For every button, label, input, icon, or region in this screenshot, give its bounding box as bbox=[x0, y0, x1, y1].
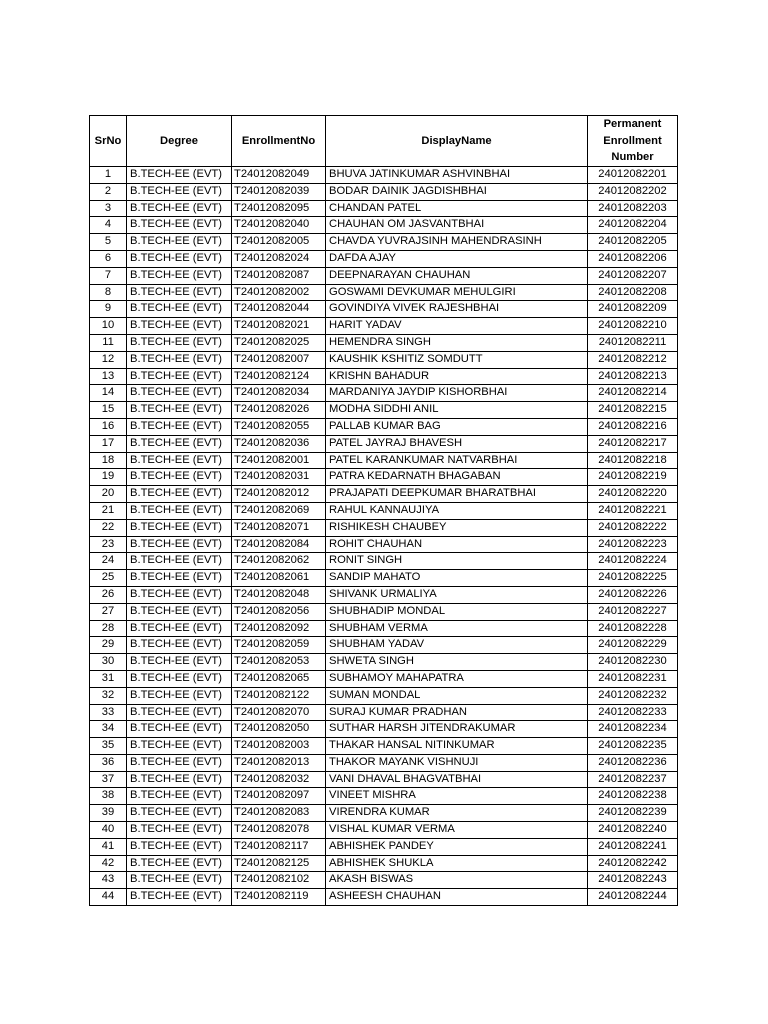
cell-display-name: CHANDAN PATEL bbox=[326, 200, 588, 217]
cell-srno: 22 bbox=[90, 519, 127, 536]
table-row bbox=[90, 234, 678, 251]
cell-permanent-enrollment-number: 24012082223 bbox=[588, 536, 678, 553]
cell-enrollment-no: T24012082036 bbox=[232, 435, 326, 452]
cell-degree: B.TECH-EE (EVT) bbox=[127, 670, 232, 687]
cell-enrollment-no: T24012082025 bbox=[232, 334, 326, 351]
cell-display-name: SUMAN MONDAL bbox=[326, 687, 588, 704]
cell-enrollment-no: T24012082055 bbox=[232, 418, 326, 435]
cell-permanent-enrollment-number: 24012082207 bbox=[588, 267, 678, 284]
table-row bbox=[90, 670, 678, 687]
cell-permanent-enrollment-number: 24012082220 bbox=[588, 486, 678, 503]
cell-srno: 7 bbox=[90, 267, 127, 284]
cell-degree: B.TECH-EE (EVT) bbox=[127, 721, 232, 738]
cell-display-name: HEMENDRA SINGH bbox=[326, 334, 588, 351]
cell-display-name: ASHEESH CHAUHAN bbox=[326, 889, 588, 906]
cell-srno: 3 bbox=[90, 200, 127, 217]
cell-degree: B.TECH-EE (EVT) bbox=[127, 351, 232, 368]
cell-permanent-enrollment-number: 24012082234 bbox=[588, 721, 678, 738]
header-permanent-line-1: Permanent bbox=[603, 118, 662, 131]
table-row bbox=[90, 368, 678, 385]
cell-permanent-enrollment-number: 24012082201 bbox=[588, 167, 678, 184]
cell-degree: B.TECH-EE (EVT) bbox=[127, 603, 232, 620]
table-row bbox=[90, 435, 678, 452]
table-row bbox=[90, 838, 678, 855]
cell-enrollment-no: T24012082119 bbox=[232, 889, 326, 906]
cell-srno: 23 bbox=[90, 536, 127, 553]
table-row bbox=[90, 822, 678, 839]
cell-enrollment-no: T24012082049 bbox=[232, 167, 326, 184]
cell-srno: 30 bbox=[90, 654, 127, 671]
cell-degree: B.TECH-EE (EVT) bbox=[127, 183, 232, 200]
cell-degree: B.TECH-EE (EVT) bbox=[127, 318, 232, 335]
cell-degree: B.TECH-EE (EVT) bbox=[127, 250, 232, 267]
cell-degree: B.TECH-EE (EVT) bbox=[127, 435, 232, 452]
cell-permanent-enrollment-number: 24012082239 bbox=[588, 805, 678, 822]
table-row bbox=[90, 855, 678, 872]
cell-degree: B.TECH-EE (EVT) bbox=[127, 788, 232, 805]
cell-enrollment-no: T24012082003 bbox=[232, 738, 326, 755]
cell-srno: 35 bbox=[90, 738, 127, 755]
cell-degree: B.TECH-EE (EVT) bbox=[127, 704, 232, 721]
cell-degree: B.TECH-EE (EVT) bbox=[127, 452, 232, 469]
cell-enrollment-no: T24012082097 bbox=[232, 788, 326, 805]
cell-enrollment-no: T24012082056 bbox=[232, 603, 326, 620]
table-row bbox=[90, 654, 678, 671]
cell-degree: B.TECH-EE (EVT) bbox=[127, 586, 232, 603]
cell-srno: 11 bbox=[90, 334, 127, 351]
cell-degree: B.TECH-EE (EVT) bbox=[127, 822, 232, 839]
cell-enrollment-no: T24012082001 bbox=[232, 452, 326, 469]
cell-permanent-enrollment-number: 24012082215 bbox=[588, 402, 678, 419]
cell-display-name: SURAJ KUMAR PRADHAN bbox=[326, 704, 588, 721]
cell-degree: B.TECH-EE (EVT) bbox=[127, 838, 232, 855]
cell-enrollment-no: T24012082044 bbox=[232, 301, 326, 318]
cell-permanent-enrollment-number: 24012082206 bbox=[588, 250, 678, 267]
cell-enrollment-no: T24012082071 bbox=[232, 519, 326, 536]
header-permanent-line-2: Enrollment bbox=[603, 134, 662, 147]
cell-permanent-enrollment-number: 24012082231 bbox=[588, 670, 678, 687]
cell-permanent-enrollment-number: 24012082244 bbox=[588, 889, 678, 906]
cell-srno: 25 bbox=[90, 570, 127, 587]
cell-enrollment-no: T24012082122 bbox=[232, 687, 326, 704]
cell-degree: B.TECH-EE (EVT) bbox=[127, 620, 232, 637]
cell-degree: B.TECH-EE (EVT) bbox=[127, 167, 232, 184]
cell-display-name: CHAVDA YUVRAJSINH MAHENDRASINH bbox=[326, 234, 588, 251]
cell-enrollment-no: T24012082002 bbox=[232, 284, 326, 301]
table-row bbox=[90, 637, 678, 654]
cell-display-name: GOVINDIYA VIVEK RAJESHBHAI bbox=[326, 301, 588, 318]
header-permanent-line-3: Number bbox=[611, 151, 654, 164]
cell-srno: 37 bbox=[90, 771, 127, 788]
table-row bbox=[90, 502, 678, 519]
cell-display-name: AKASH BISWAS bbox=[326, 872, 588, 889]
cell-display-name: MARDANIYA JAYDIP KISHORBHAI bbox=[326, 385, 588, 402]
cell-enrollment-no: T24012082078 bbox=[232, 822, 326, 839]
cell-display-name: BHUVA JATINKUMAR ASHVINBHAI bbox=[326, 167, 588, 184]
cell-display-name: PATEL JAYRAJ BHAVESH bbox=[326, 435, 588, 452]
table-row bbox=[90, 805, 678, 822]
cell-enrollment-no: T24012082125 bbox=[232, 855, 326, 872]
cell-srno: 12 bbox=[90, 351, 127, 368]
table-row bbox=[90, 469, 678, 486]
cell-enrollment-no: T24012082065 bbox=[232, 670, 326, 687]
cell-srno: 5 bbox=[90, 234, 127, 251]
cell-permanent-enrollment-number: 24012082202 bbox=[588, 183, 678, 200]
cell-enrollment-no: T24012082124 bbox=[232, 368, 326, 385]
table-row bbox=[90, 889, 678, 906]
table-row bbox=[90, 452, 678, 469]
cell-display-name: PRAJAPATI DEEPKUMAR BHARATBHAI bbox=[326, 486, 588, 503]
cell-permanent-enrollment-number: 24012082241 bbox=[588, 838, 678, 855]
cell-enrollment-no: T24012082059 bbox=[232, 637, 326, 654]
cell-permanent-enrollment-number: 24012082236 bbox=[588, 754, 678, 771]
table-row bbox=[90, 519, 678, 536]
table-row bbox=[90, 788, 678, 805]
cell-permanent-enrollment-number: 24012082235 bbox=[588, 738, 678, 755]
cell-degree: B.TECH-EE (EVT) bbox=[127, 385, 232, 402]
cell-srno: 6 bbox=[90, 250, 127, 267]
cell-display-name: RAHUL KANNAUJIYA bbox=[326, 502, 588, 519]
table-row bbox=[90, 385, 678, 402]
table-row bbox=[90, 620, 678, 637]
table-row bbox=[90, 738, 678, 755]
cell-degree: B.TECH-EE (EVT) bbox=[127, 234, 232, 251]
header-degree: Degree bbox=[127, 116, 232, 167]
cell-degree: B.TECH-EE (EVT) bbox=[127, 872, 232, 889]
cell-display-name: KAUSHIK KSHITIZ SOMDUTT bbox=[326, 351, 588, 368]
cell-display-name: RISHIKESH CHAUBEY bbox=[326, 519, 588, 536]
table-row bbox=[90, 486, 678, 503]
table-row bbox=[90, 351, 678, 368]
header-permanent-enrollment-number bbox=[588, 116, 678, 167]
header-enrollment-no: EnrollmentNo bbox=[232, 116, 326, 167]
table-row bbox=[90, 402, 678, 419]
cell-srno: 39 bbox=[90, 805, 127, 822]
cell-display-name: MODHA SIDDHI ANIL bbox=[326, 402, 588, 419]
cell-display-name: SHIVANK URMALIYA bbox=[326, 586, 588, 603]
cell-display-name: SHUBHAM VERMA bbox=[326, 620, 588, 637]
cell-permanent-enrollment-number: 24012082216 bbox=[588, 418, 678, 435]
cell-display-name: THAKOR MAYANK VISHNUJI bbox=[326, 754, 588, 771]
cell-enrollment-no: T24012082102 bbox=[232, 872, 326, 889]
cell-srno: 38 bbox=[90, 788, 127, 805]
cell-degree: B.TECH-EE (EVT) bbox=[127, 687, 232, 704]
cell-srno: 1 bbox=[90, 167, 127, 184]
cell-display-name: PALLAB KUMAR BAG bbox=[326, 418, 588, 435]
cell-srno: 42 bbox=[90, 855, 127, 872]
cell-permanent-enrollment-number: 24012082219 bbox=[588, 469, 678, 486]
table-row bbox=[90, 183, 678, 200]
cell-permanent-enrollment-number: 24012082230 bbox=[588, 654, 678, 671]
table-row bbox=[90, 217, 678, 234]
cell-enrollment-no: T24012082117 bbox=[232, 838, 326, 855]
cell-enrollment-no: T24012082012 bbox=[232, 486, 326, 503]
cell-permanent-enrollment-number: 24012082211 bbox=[588, 334, 678, 351]
cell-srno: 8 bbox=[90, 284, 127, 301]
cell-permanent-enrollment-number: 24012082238 bbox=[588, 788, 678, 805]
header-display-name: DisplayName bbox=[326, 116, 588, 167]
cell-degree: B.TECH-EE (EVT) bbox=[127, 301, 232, 318]
cell-degree: B.TECH-EE (EVT) bbox=[127, 637, 232, 654]
cell-srno: 26 bbox=[90, 586, 127, 603]
cell-permanent-enrollment-number: 24012082210 bbox=[588, 318, 678, 335]
table-row bbox=[90, 721, 678, 738]
cell-enrollment-no: T24012082021 bbox=[232, 318, 326, 335]
cell-degree: B.TECH-EE (EVT) bbox=[127, 200, 232, 217]
cell-permanent-enrollment-number: 24012082237 bbox=[588, 771, 678, 788]
cell-enrollment-no: T24012082007 bbox=[232, 351, 326, 368]
cell-degree: B.TECH-EE (EVT) bbox=[127, 267, 232, 284]
cell-enrollment-no: T24012082026 bbox=[232, 402, 326, 419]
cell-srno: 36 bbox=[90, 754, 127, 771]
cell-degree: B.TECH-EE (EVT) bbox=[127, 519, 232, 536]
cell-srno: 44 bbox=[90, 889, 127, 906]
cell-permanent-enrollment-number: 24012082229 bbox=[588, 637, 678, 654]
cell-enrollment-no: T24012082095 bbox=[232, 200, 326, 217]
cell-enrollment-no: T24012082053 bbox=[232, 654, 326, 671]
cell-display-name: VIRENDRA KUMAR bbox=[326, 805, 588, 822]
table-row bbox=[90, 536, 678, 553]
cell-srno: 34 bbox=[90, 721, 127, 738]
cell-permanent-enrollment-number: 24012082242 bbox=[588, 855, 678, 872]
cell-enrollment-no: T24012082092 bbox=[232, 620, 326, 637]
cell-display-name: KRISHN BAHADUR bbox=[326, 368, 588, 385]
cell-permanent-enrollment-number: 24012082221 bbox=[588, 502, 678, 519]
table-row bbox=[90, 872, 678, 889]
cell-srno: 14 bbox=[90, 385, 127, 402]
cell-degree: B.TECH-EE (EVT) bbox=[127, 738, 232, 755]
cell-permanent-enrollment-number: 24012082227 bbox=[588, 603, 678, 620]
cell-degree: B.TECH-EE (EVT) bbox=[127, 217, 232, 234]
cell-display-name: RONIT SINGH bbox=[326, 553, 588, 570]
cell-srno: 13 bbox=[90, 368, 127, 385]
cell-permanent-enrollment-number: 24012082204 bbox=[588, 217, 678, 234]
cell-display-name: SUBHAMOY MAHAPATRA bbox=[326, 670, 588, 687]
cell-enrollment-no: T24012082087 bbox=[232, 267, 326, 284]
table-row bbox=[90, 687, 678, 704]
table-row bbox=[90, 301, 678, 318]
cell-permanent-enrollment-number: 24012082203 bbox=[588, 200, 678, 217]
cell-permanent-enrollment-number: 24012082217 bbox=[588, 435, 678, 452]
cell-permanent-enrollment-number: 24012082232 bbox=[588, 687, 678, 704]
cell-srno: 21 bbox=[90, 502, 127, 519]
table-row bbox=[90, 334, 678, 351]
cell-srno: 10 bbox=[90, 318, 127, 335]
cell-enrollment-no: T24012082031 bbox=[232, 469, 326, 486]
table-row bbox=[90, 771, 678, 788]
cell-enrollment-no: T24012082062 bbox=[232, 553, 326, 570]
cell-display-name: PATRA KEDARNATH BHAGABAN bbox=[326, 469, 588, 486]
cell-srno: 31 bbox=[90, 670, 127, 687]
cell-srno: 40 bbox=[90, 822, 127, 839]
cell-enrollment-no: T24012082069 bbox=[232, 502, 326, 519]
table-row bbox=[90, 603, 678, 620]
cell-display-name: BODAR DAINIK JAGDISHBHAI bbox=[326, 183, 588, 200]
cell-srno: 24 bbox=[90, 553, 127, 570]
enrollment-table bbox=[89, 115, 678, 906]
cell-display-name: VINEET MISHRA bbox=[326, 788, 588, 805]
table-row bbox=[90, 754, 678, 771]
cell-srno: 28 bbox=[90, 620, 127, 637]
table-row bbox=[90, 570, 678, 587]
cell-display-name: SHWETA SINGH bbox=[326, 654, 588, 671]
cell-srno: 19 bbox=[90, 469, 127, 486]
cell-display-name: ABHISHEK SHUKLA bbox=[326, 855, 588, 872]
cell-permanent-enrollment-number: 24012082212 bbox=[588, 351, 678, 368]
cell-degree: B.TECH-EE (EVT) bbox=[127, 486, 232, 503]
table-row bbox=[90, 553, 678, 570]
header-row bbox=[90, 116, 678, 167]
cell-degree: B.TECH-EE (EVT) bbox=[127, 654, 232, 671]
cell-display-name: ABHISHEK PANDEY bbox=[326, 838, 588, 855]
cell-display-name: SHUBHAM YADAV bbox=[326, 637, 588, 654]
cell-enrollment-no: T24012082084 bbox=[232, 536, 326, 553]
cell-degree: B.TECH-EE (EVT) bbox=[127, 334, 232, 351]
cell-display-name: SANDIP MAHATO bbox=[326, 570, 588, 587]
cell-degree: B.TECH-EE (EVT) bbox=[127, 771, 232, 788]
cell-enrollment-no: T24012082032 bbox=[232, 771, 326, 788]
table-row bbox=[90, 250, 678, 267]
cell-permanent-enrollment-number: 24012082243 bbox=[588, 872, 678, 889]
table-row bbox=[90, 586, 678, 603]
table-row bbox=[90, 200, 678, 217]
cell-enrollment-no: T24012082083 bbox=[232, 805, 326, 822]
cell-enrollment-no: T24012082048 bbox=[232, 586, 326, 603]
cell-permanent-enrollment-number: 24012082222 bbox=[588, 519, 678, 536]
cell-enrollment-no: T24012082061 bbox=[232, 570, 326, 587]
cell-enrollment-no: T24012082040 bbox=[232, 217, 326, 234]
cell-srno: 16 bbox=[90, 418, 127, 435]
cell-display-name: VANI DHAVAL BHAGVATBHAI bbox=[326, 771, 588, 788]
cell-degree: B.TECH-EE (EVT) bbox=[127, 536, 232, 553]
cell-degree: B.TECH-EE (EVT) bbox=[127, 368, 232, 385]
cell-degree: B.TECH-EE (EVT) bbox=[127, 553, 232, 570]
cell-permanent-enrollment-number: 24012082208 bbox=[588, 284, 678, 301]
cell-srno: 18 bbox=[90, 452, 127, 469]
cell-display-name: SHUBHADIP MONDAL bbox=[326, 603, 588, 620]
cell-srno: 15 bbox=[90, 402, 127, 419]
cell-permanent-enrollment-number: 24012082240 bbox=[588, 822, 678, 839]
cell-degree: B.TECH-EE (EVT) bbox=[127, 284, 232, 301]
cell-srno: 4 bbox=[90, 217, 127, 234]
cell-enrollment-no: T24012082070 bbox=[232, 704, 326, 721]
cell-srno: 27 bbox=[90, 603, 127, 620]
cell-display-name: HARIT YADAV bbox=[326, 318, 588, 335]
table-body bbox=[90, 167, 678, 906]
cell-srno: 17 bbox=[90, 435, 127, 452]
cell-degree: B.TECH-EE (EVT) bbox=[127, 502, 232, 519]
table-row bbox=[90, 267, 678, 284]
table-row bbox=[90, 318, 678, 335]
table-row bbox=[90, 284, 678, 301]
cell-srno: 9 bbox=[90, 301, 127, 318]
cell-srno: 32 bbox=[90, 687, 127, 704]
cell-enrollment-no: T24012082034 bbox=[232, 385, 326, 402]
cell-display-name: SUTHAR HARSH JITENDRAKUMAR bbox=[326, 721, 588, 738]
cell-display-name: PATEL KARANKUMAR NATVARBHAI bbox=[326, 452, 588, 469]
cell-srno: 43 bbox=[90, 872, 127, 889]
cell-srno: 2 bbox=[90, 183, 127, 200]
cell-degree: B.TECH-EE (EVT) bbox=[127, 855, 232, 872]
table-row bbox=[90, 704, 678, 721]
cell-permanent-enrollment-number: 24012082209 bbox=[588, 301, 678, 318]
cell-enrollment-no: T24012082013 bbox=[232, 754, 326, 771]
cell-srno: 33 bbox=[90, 704, 127, 721]
cell-display-name: DAFDA AJAY bbox=[326, 250, 588, 267]
cell-permanent-enrollment-number: 24012082213 bbox=[588, 368, 678, 385]
cell-permanent-enrollment-number: 24012082228 bbox=[588, 620, 678, 637]
cell-degree: B.TECH-EE (EVT) bbox=[127, 754, 232, 771]
cell-enrollment-no: T24012082005 bbox=[232, 234, 326, 251]
cell-permanent-enrollment-number: 24012082225 bbox=[588, 570, 678, 587]
cell-degree: B.TECH-EE (EVT) bbox=[127, 418, 232, 435]
cell-degree: B.TECH-EE (EVT) bbox=[127, 469, 232, 486]
cell-enrollment-no: T24012082050 bbox=[232, 721, 326, 738]
cell-srno: 29 bbox=[90, 637, 127, 654]
cell-permanent-enrollment-number: 24012082218 bbox=[588, 452, 678, 469]
cell-srno: 41 bbox=[90, 838, 127, 855]
cell-degree: B.TECH-EE (EVT) bbox=[127, 805, 232, 822]
cell-display-name: THAKAR HANSAL NITINKUMAR bbox=[326, 738, 588, 755]
table-row bbox=[90, 167, 678, 184]
cell-permanent-enrollment-number: 24012082226 bbox=[588, 586, 678, 603]
cell-degree: B.TECH-EE (EVT) bbox=[127, 402, 232, 419]
cell-enrollment-no: T24012082039 bbox=[232, 183, 326, 200]
cell-degree: B.TECH-EE (EVT) bbox=[127, 889, 232, 906]
cell-display-name: VISHAL KUMAR VERMA bbox=[326, 822, 588, 839]
cell-display-name: DEEPNARAYAN CHAUHAN bbox=[326, 267, 588, 284]
table-row bbox=[90, 418, 678, 435]
cell-display-name: ROHIT CHAUHAN bbox=[326, 536, 588, 553]
cell-degree: B.TECH-EE (EVT) bbox=[127, 570, 232, 587]
cell-permanent-enrollment-number: 24012082205 bbox=[588, 234, 678, 251]
cell-permanent-enrollment-number: 24012082233 bbox=[588, 704, 678, 721]
cell-permanent-enrollment-number: 24012082224 bbox=[588, 553, 678, 570]
cell-enrollment-no: T24012082024 bbox=[232, 250, 326, 267]
cell-permanent-enrollment-number: 24012082214 bbox=[588, 385, 678, 402]
cell-display-name: GOSWAMI DEVKUMAR MEHULGIRI bbox=[326, 284, 588, 301]
header-srno: SrNo bbox=[90, 116, 127, 167]
cell-display-name: CHAUHAN OM JASVANTBHAI bbox=[326, 217, 588, 234]
cell-srno: 20 bbox=[90, 486, 127, 503]
